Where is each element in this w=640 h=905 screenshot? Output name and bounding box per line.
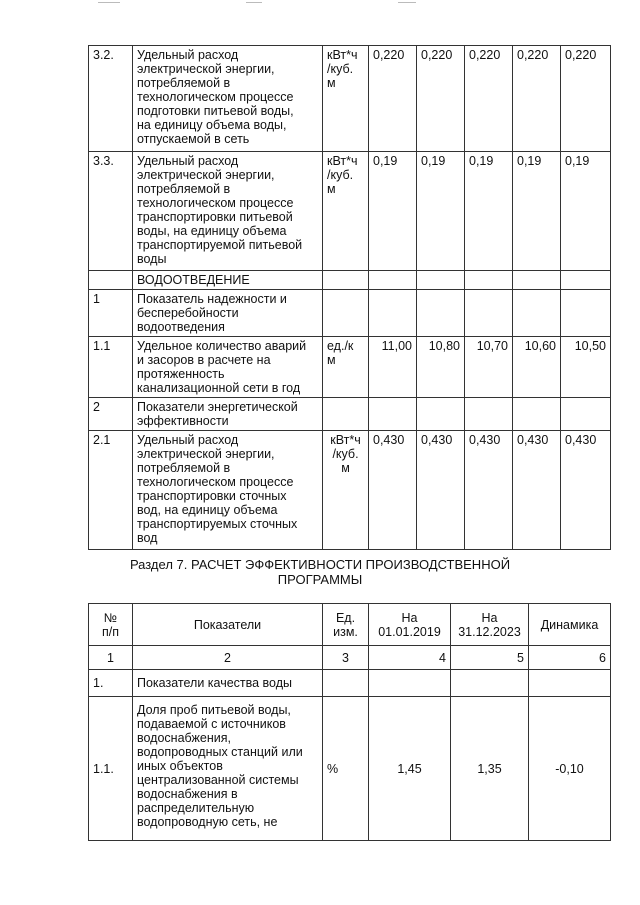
indicator-name <box>133 290 323 337</box>
header-number <box>89 604 133 646</box>
text-line: водоснабжения в <box>137 787 238 801</box>
text-line: водоотведения <box>137 320 225 334</box>
value-cell <box>529 670 611 697</box>
value-cell: 0,220 <box>561 46 611 152</box>
text-line: водопроводную сеть, не <box>137 815 278 829</box>
text-line: кВт*ч <box>327 48 358 62</box>
value-cell: 0,220 <box>465 46 513 152</box>
value-cell <box>513 398 561 431</box>
section-title <box>0 557 640 587</box>
text-line: изм. <box>333 624 358 639</box>
text-line: бесперебойности <box>137 306 239 320</box>
text-line: подаваемой с источников <box>137 717 286 731</box>
value-cell <box>451 670 529 697</box>
text-line: электрической энергии, <box>137 447 275 461</box>
text-line: водопроводных станций или <box>137 745 303 759</box>
text-line: м <box>341 461 350 475</box>
value-cell: 0,220 <box>417 46 465 152</box>
indicator-name <box>133 431 323 550</box>
text-line: на единицу объема воды, <box>137 118 287 132</box>
header-start-date <box>369 604 451 646</box>
value-cell: 0,19 <box>369 152 417 271</box>
value-cell: 0,430 <box>561 431 611 550</box>
unit-cell <box>323 398 369 431</box>
value-cell <box>561 271 611 290</box>
value-cell: 0,19 <box>465 152 513 271</box>
row-number: 1.1. <box>89 697 133 841</box>
efficiency-table <box>88 603 611 841</box>
value-cell: 0,19 <box>417 152 465 271</box>
value-cell: 0,430 <box>417 431 465 550</box>
text-line: Показатель надежности и <box>137 292 287 306</box>
column-number: 4 <box>369 646 451 670</box>
text-line: эффективности <box>137 414 229 428</box>
indicator-name <box>133 697 323 841</box>
table-row <box>89 290 611 337</box>
text-line: Ед. <box>335 610 356 625</box>
header-indicators: Показатели <box>133 604 323 646</box>
table-row <box>89 670 611 697</box>
text-line: м <box>327 353 336 367</box>
indicators-table-continued <box>88 45 611 550</box>
value-cell: 0,430 <box>369 431 417 550</box>
column-number: 6 <box>529 646 611 670</box>
text-line: транспортировки питьевой <box>137 210 293 224</box>
value-cell <box>369 398 417 431</box>
row-number: 3.3. <box>89 152 133 271</box>
text-line: отпускаемой в сеть <box>137 132 250 146</box>
row-number: 1 <box>89 290 133 337</box>
value-cell: 10,50 <box>561 337 611 398</box>
row-number <box>89 271 133 290</box>
table-header-row <box>89 604 611 646</box>
section-title-line: ПРОГРАММЫ <box>277 572 363 587</box>
value-cell <box>561 290 611 337</box>
unit-cell <box>323 46 369 152</box>
table-row <box>89 398 611 431</box>
value-cell: 0,19 <box>513 152 561 271</box>
indicator-name <box>133 152 323 271</box>
column-number-row <box>89 646 611 670</box>
unit-cell <box>323 431 369 550</box>
text-line: водоснабжения, <box>137 731 231 745</box>
text-line: 31.12.2023 <box>458 624 521 639</box>
unit-cell <box>323 290 369 337</box>
text-line: На <box>481 610 498 625</box>
text-line: технологическом процессе <box>137 475 294 489</box>
header-end-date <box>451 604 529 646</box>
text-line: канализационной сети в год <box>137 381 301 395</box>
unit-cell <box>323 337 369 398</box>
text-line: м <box>327 182 336 196</box>
text-line: транспортировки сточных <box>137 489 287 503</box>
indicator-name <box>133 46 323 152</box>
value-cell: -0,10 <box>529 697 611 841</box>
value-cell: 0,430 <box>513 431 561 550</box>
column-number: 1 <box>89 646 133 670</box>
text-line: иных объектов <box>137 759 223 773</box>
unit-cell <box>323 670 369 697</box>
text-line: кВт*ч <box>330 433 361 447</box>
value-cell: 10,80 <box>417 337 465 398</box>
text-line: Удельный расход <box>137 48 239 62</box>
indicator-name <box>133 398 323 431</box>
unit-cell <box>323 271 369 290</box>
text-line: протяженность <box>137 367 225 381</box>
value-cell <box>561 398 611 431</box>
indicator-name: Показатели качества воды <box>133 670 323 697</box>
value-cell: 1,45 <box>369 697 451 841</box>
text-line: технологическом процессе <box>137 90 294 104</box>
header-dynamics: Динамика <box>529 604 611 646</box>
table-row <box>89 46 611 152</box>
table-row <box>89 271 611 290</box>
value-cell: 1,35 <box>451 697 529 841</box>
value-cell <box>465 271 513 290</box>
unit-cell: % <box>323 697 369 841</box>
text-line: /куб. <box>327 62 354 76</box>
text-line: распределительную <box>137 801 255 815</box>
text-line: Удельное количество аварий <box>137 339 307 353</box>
table-row <box>89 337 611 398</box>
table-row <box>89 431 611 550</box>
text-line: технологическом процессе <box>137 196 294 210</box>
text-line: п/п <box>101 624 119 639</box>
value-cell: 11,00 <box>369 337 417 398</box>
row-number: 1. <box>89 670 133 697</box>
text-line: /куб. <box>327 168 354 182</box>
text-line: Доля проб питьевой воды, <box>137 703 291 717</box>
text-line: централизованной системы <box>137 773 299 787</box>
value-cell <box>369 670 451 697</box>
header-unit <box>323 604 369 646</box>
value-cell <box>417 398 465 431</box>
text-line: электрической энергии, <box>137 62 275 76</box>
value-cell <box>369 271 417 290</box>
text-line: потребляемой в <box>137 182 231 196</box>
table-row <box>89 152 611 271</box>
value-cell: 0,220 <box>513 46 561 152</box>
column-number: 2 <box>133 646 323 670</box>
row-number: 2 <box>89 398 133 431</box>
page-top-scan-marks <box>0 0 640 6</box>
section-title-line: Раздел 7. РАСЧЕТ ЭФФЕКТИВНОСТИ ПРОИЗВОДСТВЕННОЙ <box>129 557 511 572</box>
text-line: № <box>103 610 118 625</box>
text-line: 01.01.2019 <box>378 624 441 639</box>
text-line: ед./к <box>327 339 354 353</box>
text-line: потребляемой в <box>137 76 231 90</box>
section-heading: ВОДООТВЕДЕНИЕ <box>133 271 323 290</box>
text-line: Показатели энергетической <box>137 400 298 414</box>
value-cell: 10,60 <box>513 337 561 398</box>
value-cell <box>465 290 513 337</box>
value-cell: 10,70 <box>465 337 513 398</box>
text-line: На <box>401 610 418 625</box>
text-line: потребляемой в <box>137 461 231 475</box>
text-line: вод <box>137 531 158 545</box>
text-line: м <box>327 76 336 90</box>
column-number: 3 <box>323 646 369 670</box>
text-line: и засоров в расчете на <box>137 353 271 367</box>
value-cell <box>513 271 561 290</box>
value-cell <box>417 271 465 290</box>
value-cell <box>465 398 513 431</box>
value-cell: 0,220 <box>369 46 417 152</box>
text-line: /куб. <box>332 447 359 461</box>
row-number: 1.1 <box>89 337 133 398</box>
value-cell: 0,19 <box>561 152 611 271</box>
value-cell <box>369 290 417 337</box>
value-cell: 0,430 <box>465 431 513 550</box>
column-number: 5 <box>451 646 529 670</box>
text-line: воды, на единицу объема <box>137 224 287 238</box>
text-line: кВт*ч <box>327 154 358 168</box>
table-row <box>89 697 611 841</box>
value-cell <box>417 290 465 337</box>
row-number: 2.1 <box>89 431 133 550</box>
unit-cell <box>323 152 369 271</box>
text-line: вод, на единицу объема <box>137 503 278 517</box>
text-line: воды <box>137 252 167 266</box>
text-line: подготовки питьевой воды, <box>137 104 294 118</box>
text-line: транспортируемых сточных <box>137 517 298 531</box>
value-cell <box>513 290 561 337</box>
row-number: 3.2. <box>89 46 133 152</box>
indicator-name <box>133 337 323 398</box>
text-line: электрической энергии, <box>137 168 275 182</box>
text-line: транспортируемой питьевой <box>137 238 303 252</box>
text-line: Удельный расход <box>137 154 239 168</box>
text-line: Удельный расход <box>137 433 239 447</box>
